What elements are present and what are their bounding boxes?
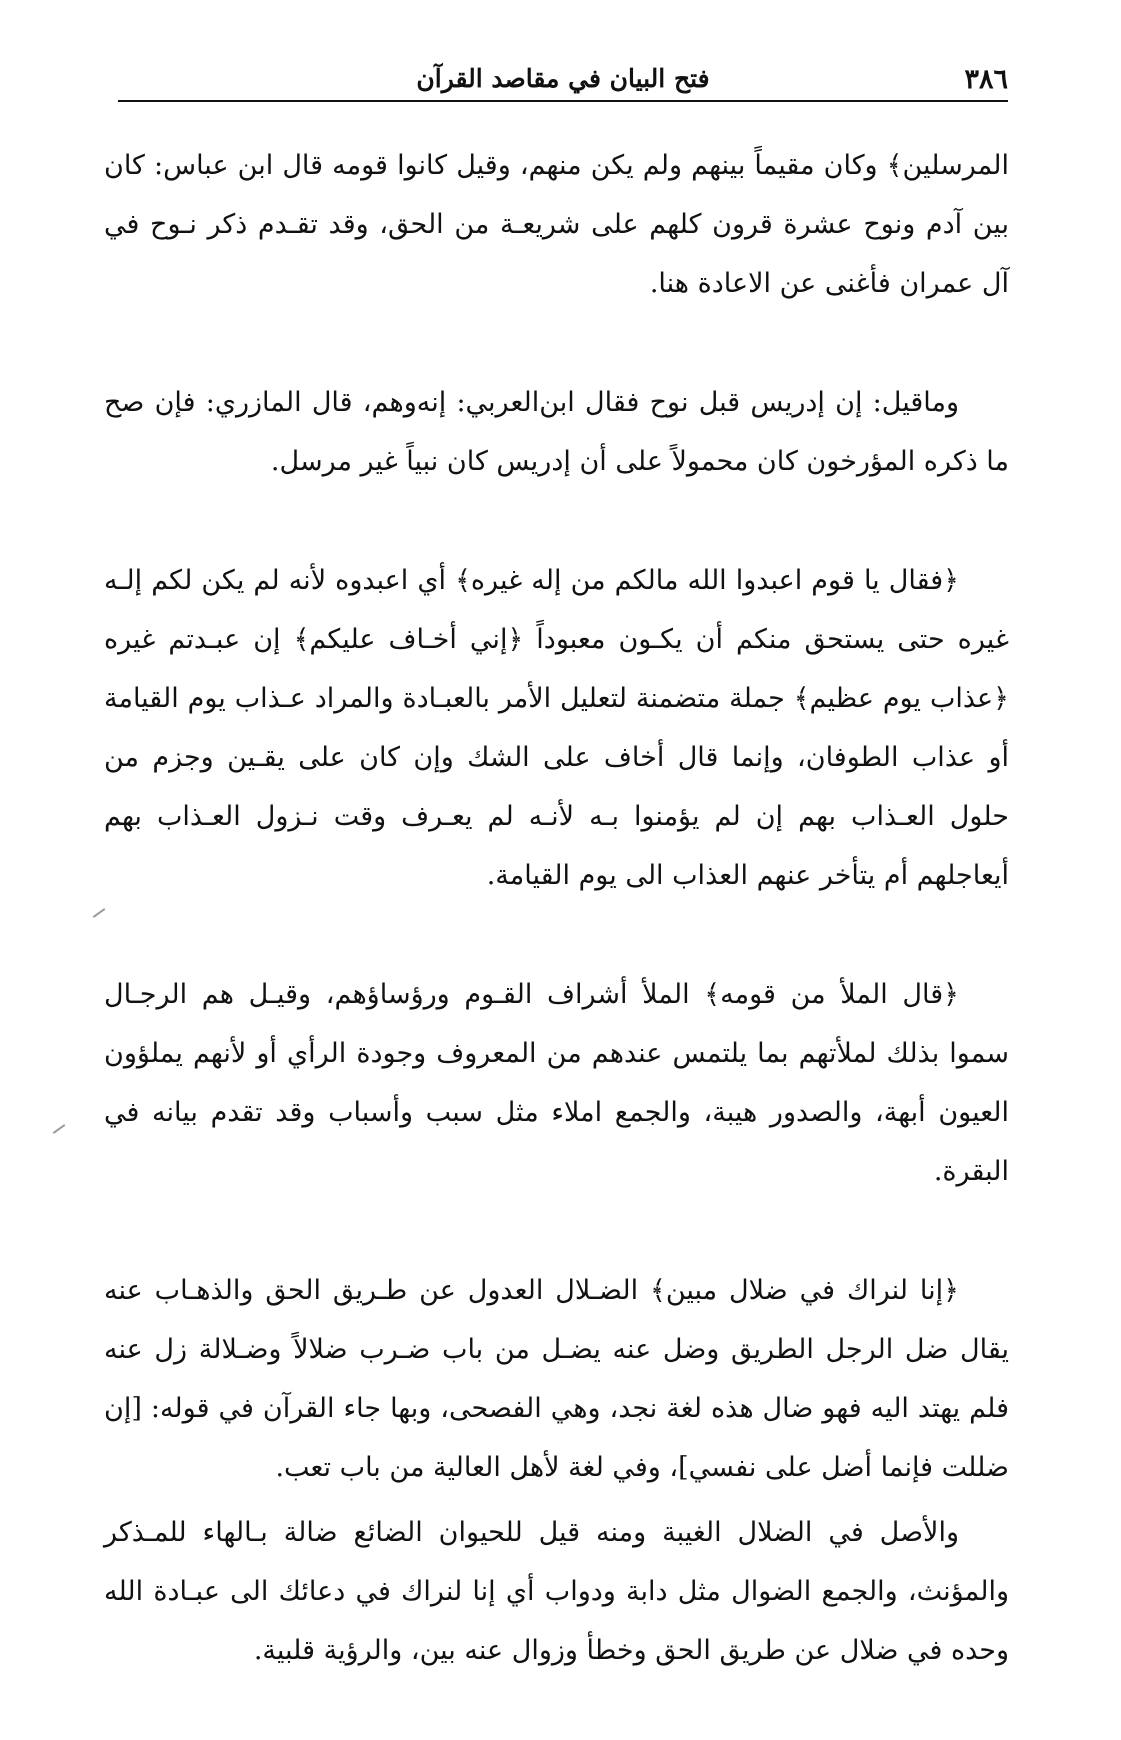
paragraph-6: والأصل في الضلال الغيبة ومنه قيل للحيوان الضائع ضالة بـالهاء للمـذكر والمؤنث، والجمع الضوال مثل دابة ودواب أي إنا لنراك في دعائك الى عبـادة الله وحده في ضلال عن طريق الحق وخطأ وزوال عنه بين، والرؤية قلبية. xyxy=(104,1517,1009,1666)
page-number: ٣٨٦ xyxy=(964,64,1008,95)
paragraph-4: ﴿قال الملأ من قومه﴾ الملأ أشراف القـوم ورؤساؤهم، وقيـل هم الرجـال سموا بذلك لملأتهم بما يلتمس عندهم من المعروف وجودة الرأي أو لأنهم يملؤون العيون أبهة، والصدور هيبة، والجمع املاء مثل سبب وأسباب وقد تقدم بيانه في البقرة. xyxy=(104,979,1009,1187)
page-header xyxy=(118,58,1008,102)
paragraph-1: المرسلين﴾ وكان مقيماً بينهم ولم يكن منهم، وقيل كانوا قومه قال ابن عباس: كان بين آدم ونوح عشرة قرون كلهم على شريعـة من الحق، وقد تقـدم ذكر نـوح في آل عمران فأغنى عن الاعادة هنا. xyxy=(104,150,1009,299)
body-text xyxy=(104,136,1009,1740)
margin-mark xyxy=(53,1124,66,1134)
book-title: فتح البيان في مقاصد القرآن xyxy=(416,64,710,93)
paragraph-2: وماقيل: إن إدريس قبل نوح فقال ابن‌العربي: إنه‌وهم، قال المازري: فإن صح ما ذكره المؤرخون كان محمولاً على أن إدريس كان نبياً غير مرسل. xyxy=(104,387,1009,477)
paragraph-5: ﴿إنا لنراك في ضلال مبين﴾ الضـلال العدول عن طـريق الحق والذهـاب عنه يقال ضل الرجل الطريق وضل عنه يضـل من باب ضـرب ضلالاً وضـلالة زل عنه فلم يهتد اليه فهو ضال هذه لغة نجد، وهي الفصحى، وبها جاء القرآن في قوله: [إن ضللت فإنما أضل على نفسي]، وفي لغة لأهل العالية من باب تعب. xyxy=(104,1275,1009,1483)
paragraph-3: ﴿فقال يا قوم اعبدوا الله مالكم من إله غيره﴾ أي اعبدوه لأنه لم يكن لكم إلـه غيره حتى يستحق منكم أن يكـون معبوداً ﴿إني أخـاف عليكم﴾ إن عبـدتم غيره ﴿عذاب يوم عظيم﴾ جملة متضمنة لتعليل الأمر بالعبـادة والمراد عـذاب يوم القيامة أو عذاب الطوفان، وإنما قال أخاف على الشك وإن كان على يقـين وجزم من حلول العـذاب بهم إن لم يؤمنوا بـه لأنـه لم يعـرف وقت نـزول العـذاب بهم أيعاجلهم أم يتأخر عنهم العذاب الى يوم القيامة. xyxy=(104,565,1009,891)
